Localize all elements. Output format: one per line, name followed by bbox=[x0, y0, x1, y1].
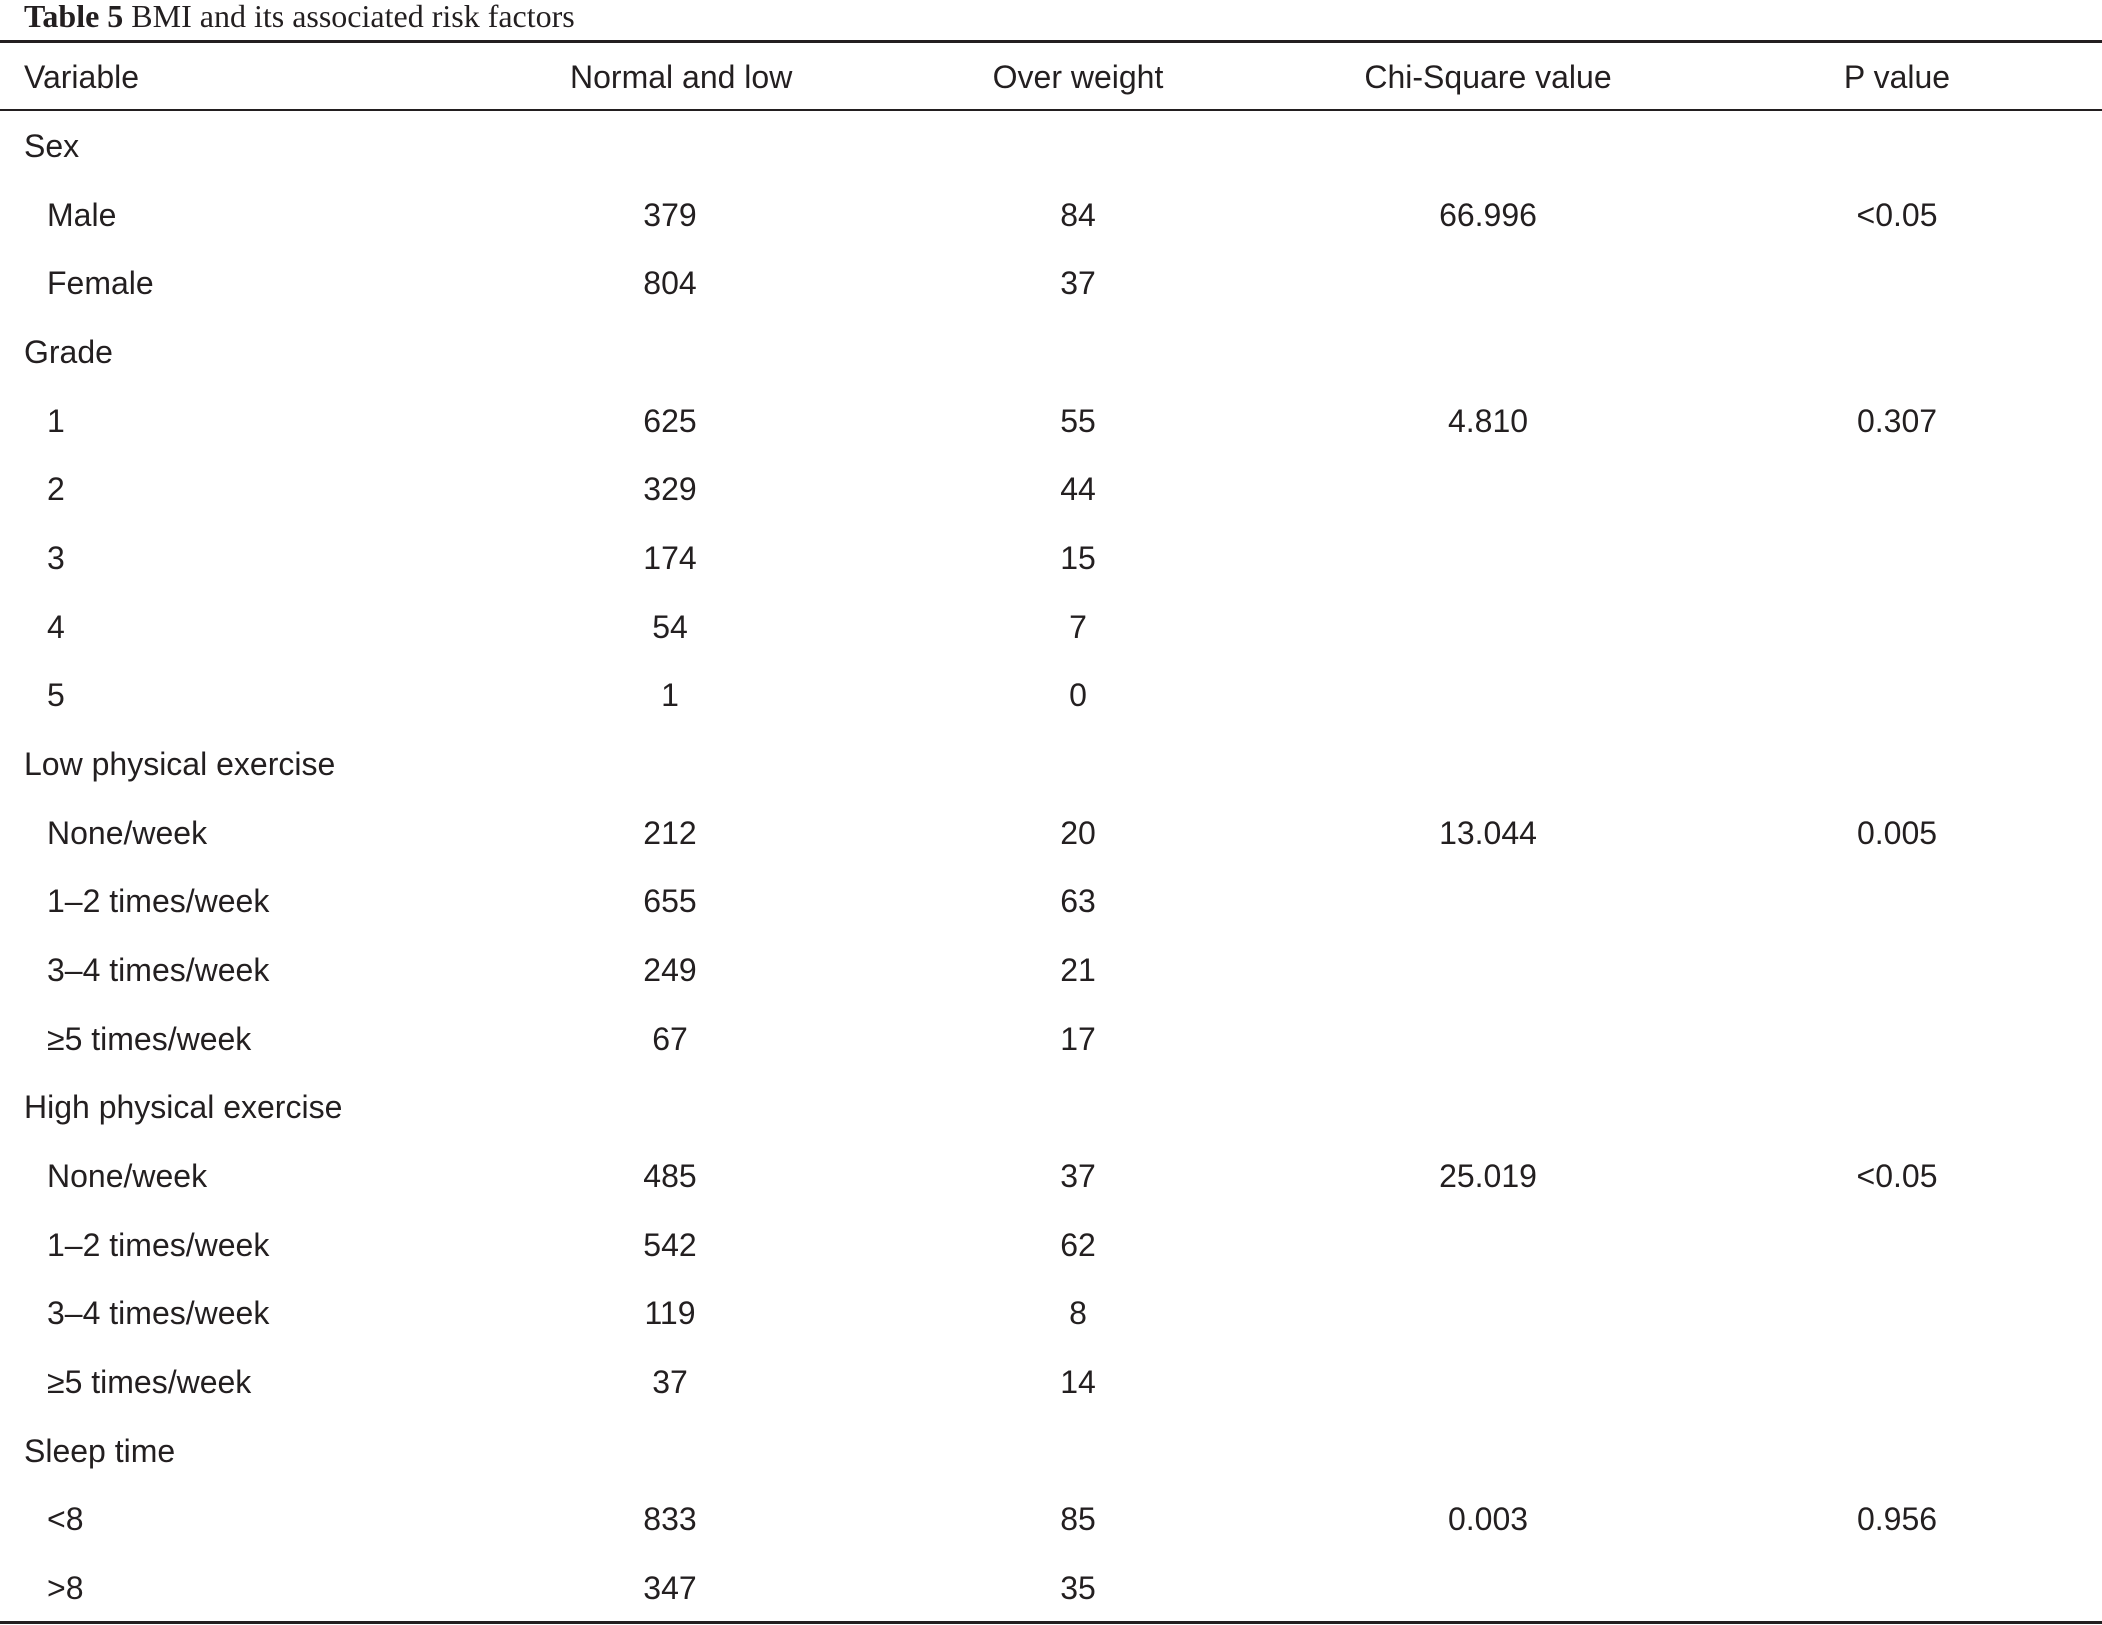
cell-chi-square bbox=[1338, 1554, 1638, 1622]
cell-chi-square bbox=[1338, 593, 1638, 661]
table-group-row bbox=[0, 1417, 2102, 1485]
cell-variable: 5 bbox=[47, 677, 65, 713]
table-header-row bbox=[0, 43, 2102, 111]
table-group-row bbox=[0, 318, 2102, 386]
cell-variable: 3–4 times/week bbox=[47, 952, 270, 988]
cell-normal-and-low: 54 bbox=[652, 609, 688, 645]
cell-p-value: <0.05 bbox=[1856, 197, 1938, 233]
table-row bbox=[0, 455, 2102, 523]
table-row bbox=[0, 524, 2102, 592]
cell-variable: Low physical exercise bbox=[24, 746, 336, 782]
cell-normal-and-low: 347 bbox=[643, 1570, 697, 1606]
cell-p-value bbox=[1797, 1005, 1997, 1073]
cell-normal-and-low: 119 bbox=[644, 1295, 696, 1331]
cell-variable: None/week bbox=[47, 1158, 208, 1194]
cell-p-value bbox=[1797, 249, 1997, 317]
cell-normal-and-low: 625 bbox=[643, 403, 697, 439]
table-caption-label: Table 5 bbox=[24, 0, 124, 34]
header-normal-and-low: Normal and low bbox=[570, 59, 793, 95]
cell-normal-and-low: 542 bbox=[643, 1227, 697, 1263]
table-row bbox=[0, 799, 2102, 867]
cell-over-weight: 8 bbox=[1069, 1295, 1087, 1331]
cell-normal-and-low: 485 bbox=[643, 1158, 697, 1194]
cell-over-weight: 20 bbox=[1060, 815, 1096, 851]
cell-chi-square bbox=[1338, 455, 1638, 523]
table-row bbox=[0, 181, 2102, 249]
cell-over-weight: 14 bbox=[1060, 1364, 1096, 1400]
cell-p-value bbox=[1797, 593, 1997, 661]
table-group-row bbox=[0, 1073, 2102, 1141]
table-row bbox=[0, 1142, 2102, 1210]
cell-normal-and-low: 1 bbox=[661, 677, 679, 713]
cell-p-value bbox=[1797, 455, 1997, 523]
cell-chi-square bbox=[1338, 1211, 1638, 1279]
cell-variable: 3 bbox=[47, 540, 65, 576]
cell-p-value bbox=[1797, 1279, 1997, 1347]
table-caption bbox=[24, 0, 575, 40]
cell-chi-square: 4.810 bbox=[1447, 403, 1529, 439]
cell-normal-and-low: 329 bbox=[643, 471, 697, 507]
table-row bbox=[0, 1348, 2102, 1416]
cell-variable: 4 bbox=[47, 609, 65, 645]
cell-over-weight: 7 bbox=[1069, 609, 1087, 645]
table-group-row bbox=[0, 730, 2102, 798]
cell-chi-square bbox=[1338, 1279, 1638, 1347]
cell-over-weight: 37 bbox=[1060, 1158, 1096, 1194]
cell-p-value: <0.05 bbox=[1856, 1158, 1938, 1194]
cell-variable: 1–2 times/week bbox=[47, 883, 270, 919]
cell-normal-and-low: 655 bbox=[643, 883, 697, 919]
cell-normal-and-low: 379 bbox=[643, 197, 697, 233]
cell-normal-and-low: 212 bbox=[643, 815, 697, 851]
cell-over-weight: 62 bbox=[1060, 1227, 1096, 1263]
table-row bbox=[0, 387, 2102, 455]
cell-normal-and-low: 804 bbox=[643, 265, 697, 301]
cell-p-value bbox=[1797, 1211, 1997, 1279]
cell-chi-square: 13.044 bbox=[1439, 815, 1537, 851]
cell-variable: ≥5 times/week bbox=[47, 1364, 252, 1400]
table-row bbox=[0, 1005, 2102, 1073]
cell-over-weight: 37 bbox=[1060, 265, 1096, 301]
cell-p-value bbox=[1797, 936, 1997, 1004]
cell-chi-square: 25.019 bbox=[1439, 1158, 1537, 1194]
cell-chi-square bbox=[1338, 1005, 1638, 1073]
cell-over-weight: 55 bbox=[1060, 403, 1096, 439]
cell-p-value bbox=[1797, 661, 1997, 729]
cell-chi-square bbox=[1338, 936, 1638, 1004]
cell-over-weight: 63 bbox=[1060, 883, 1096, 919]
table-row bbox=[0, 936, 2102, 1004]
cell-chi-square bbox=[1338, 661, 1638, 729]
cell-chi-square: 0.003 bbox=[1447, 1501, 1529, 1537]
cell-chi-square bbox=[1338, 249, 1638, 317]
table-group-row bbox=[0, 112, 2102, 180]
cell-normal-and-low: 37 bbox=[652, 1364, 688, 1400]
cell-p-value bbox=[1797, 1348, 1997, 1416]
header-p-value: P value bbox=[1843, 59, 1951, 95]
cell-variable: 3–4 times/week bbox=[47, 1295, 270, 1331]
header-chi-square: Chi-Square value bbox=[1364, 59, 1612, 95]
cell-chi-square: 66.996 bbox=[1439, 197, 1537, 233]
cell-variable: None/week bbox=[47, 815, 208, 851]
cell-variable: <8 bbox=[47, 1501, 84, 1537]
table-row bbox=[0, 1211, 2102, 1279]
cell-p-value: 0.307 bbox=[1856, 403, 1938, 439]
cell-over-weight: 35 bbox=[1060, 1570, 1096, 1606]
cell-variable: 2 bbox=[47, 471, 65, 507]
cell-normal-and-low: 833 bbox=[643, 1501, 697, 1537]
cell-variable: Sex bbox=[24, 128, 80, 164]
cell-variable: Female bbox=[47, 265, 154, 301]
cell-over-weight: 84 bbox=[1060, 197, 1096, 233]
table-row bbox=[0, 1554, 2102, 1622]
cell-over-weight: 85 bbox=[1060, 1501, 1096, 1537]
table-row bbox=[0, 867, 2102, 935]
cell-p-value: 0.956 bbox=[1856, 1501, 1938, 1537]
cell-over-weight: 15 bbox=[1060, 540, 1096, 576]
cell-over-weight: 17 bbox=[1060, 1021, 1096, 1057]
cell-variable: 1 bbox=[47, 403, 65, 439]
table-row bbox=[0, 593, 2102, 661]
cell-variable: >8 bbox=[47, 1570, 84, 1606]
table-row bbox=[0, 1485, 2102, 1553]
cell-variable: ≥5 times/week bbox=[47, 1021, 252, 1057]
header-variable: Variable bbox=[24, 59, 140, 95]
cell-over-weight: 44 bbox=[1060, 471, 1096, 507]
cell-p-value bbox=[1797, 524, 1997, 592]
cell-chi-square bbox=[1338, 1348, 1638, 1416]
cell-chi-square bbox=[1338, 524, 1638, 592]
cell-normal-and-low: 249 bbox=[643, 952, 697, 988]
cell-variable: Grade bbox=[24, 334, 113, 370]
table-row bbox=[0, 249, 2102, 317]
cell-variable: 1–2 times/week bbox=[47, 1227, 270, 1263]
cell-p-value bbox=[1797, 867, 1997, 935]
cell-p-value: 0.005 bbox=[1856, 815, 1938, 851]
header-over-weight: Over weight bbox=[992, 59, 1164, 95]
cell-normal-and-low: 174 bbox=[643, 540, 697, 576]
cell-chi-square bbox=[1338, 867, 1638, 935]
cell-normal-and-low: 67 bbox=[652, 1021, 688, 1057]
cell-variable: Male bbox=[47, 197, 117, 233]
table-row bbox=[0, 661, 2102, 729]
cell-p-value bbox=[1797, 1554, 1997, 1622]
cell-variable: Sleep time bbox=[24, 1433, 176, 1469]
table-row bbox=[0, 1279, 2102, 1347]
cell-over-weight: 0 bbox=[1069, 677, 1087, 713]
cell-over-weight: 21 bbox=[1060, 952, 1096, 988]
table-caption-text: BMI and its associated risk factors bbox=[131, 0, 575, 34]
cell-variable: High physical exercise bbox=[24, 1089, 343, 1125]
